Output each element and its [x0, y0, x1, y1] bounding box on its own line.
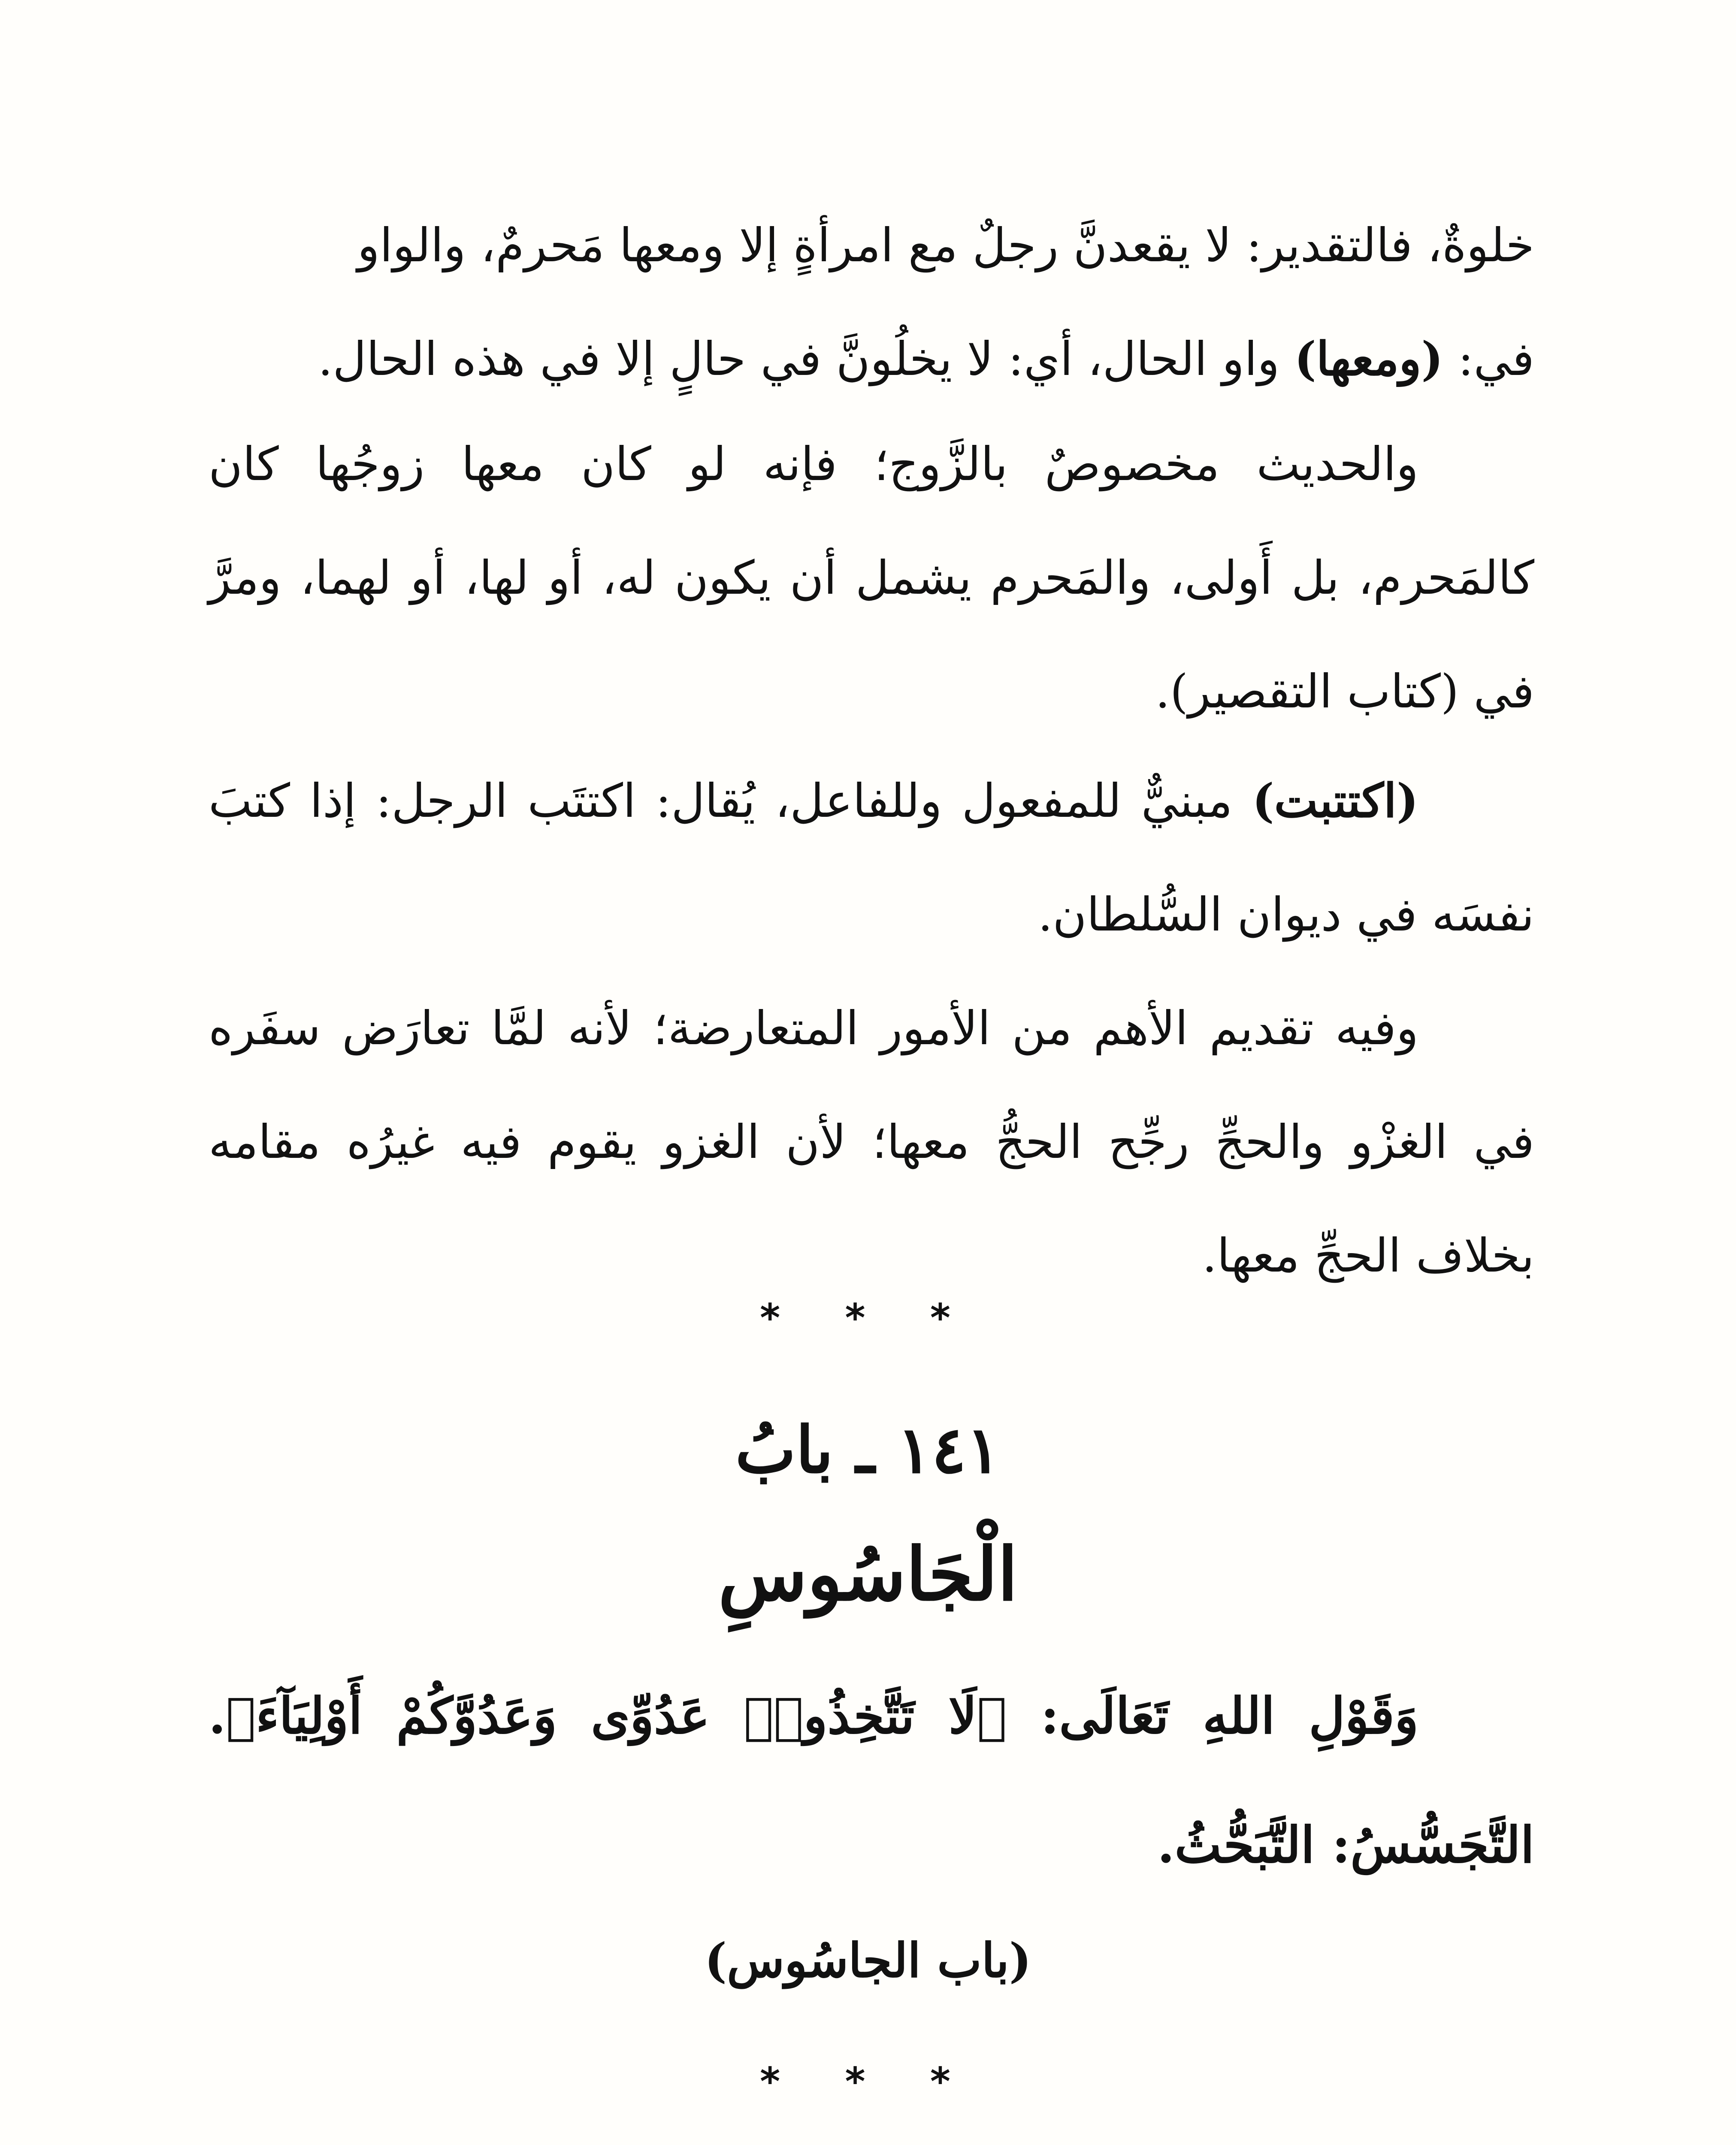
paragraph-1-prefix: في:: [1443, 332, 1534, 386]
verse-text: [209, 1652, 1534, 1910]
verse-intro: وَقَوْلِ اللهِ تَعَالَى:: [1007, 1687, 1418, 1745]
chapter-number: ١٤١ ـ بابُ: [735, 1412, 1001, 1488]
paragraph-1: [209, 189, 1534, 416]
paragraph-1-line-2: [209, 302, 1534, 416]
verse-paragraph: [209, 1652, 1534, 1910]
paragraph-2: [209, 408, 1534, 749]
quran-quote: ﴿لَا تَتَّخِذُوا۟ عَدُوِّى وَعَدُوَّكُمْ أَوْلِيَآءَ﴾: [226, 1687, 1007, 1745]
paragraph-1-line-1: خلوةٌ، فالتقدير: لا يقعدنَّ رجلٌ مع امرأةٍ إلا ومعها مَحرمٌ، والواو: [357, 219, 1534, 272]
chapter-title: الْجَاسُوسِ: [718, 1532, 1018, 1617]
verse-explanation: . التَّجَسُّسُ: التَّبَحُّثُ.: [209, 1687, 1534, 1874]
paragraph-2-text: والحديث مخصوصٌ بالزَّوج؛ فإنه لو كان معها زوجُها كان كالمَحرم، بل أَولى، والمَحرم يشمل أن يكون له، أو لها، أو لهما، ومرَّ في (كتاب التقصير).: [209, 438, 1534, 719]
paragraph-3-body: مبنيٌّ للمفعول وللفاعل، يُقال: اكتتَب الرجل: إذا كتبَ نفسَه في ديوان السُّلطان.: [209, 774, 1534, 942]
paragraph-1-suffix: واو الحال، أي: لا يخلُونَّ في حالٍ إلا في هذه الحال.: [318, 332, 1294, 386]
paragraph-3-bold-term: (اكتتبت): [1252, 774, 1418, 828]
paragraph-3-text: [209, 744, 1534, 972]
paragraph-4-text: وفيه تقديم الأهم من الأمور المتعارضة؛ لأنه لمَّا تعارَض سفَره في الغزْو والحجِّ رجِّح الحجُّ معها؛ لأن الغزو يقوم فيه غيرُه مقامه بخلاف الحجِّ معها.: [209, 1002, 1534, 1283]
paragraph-3: [209, 744, 1534, 972]
sub-heading: (باب الجاسُوس): [705, 1933, 1031, 1988]
section-separator-2: * * *: [760, 2059, 976, 2104]
paragraph-4: [209, 972, 1534, 1313]
paragraph-1-bold-term: (ومعها): [1294, 332, 1443, 386]
section-separator: * * *: [760, 1296, 976, 1341]
